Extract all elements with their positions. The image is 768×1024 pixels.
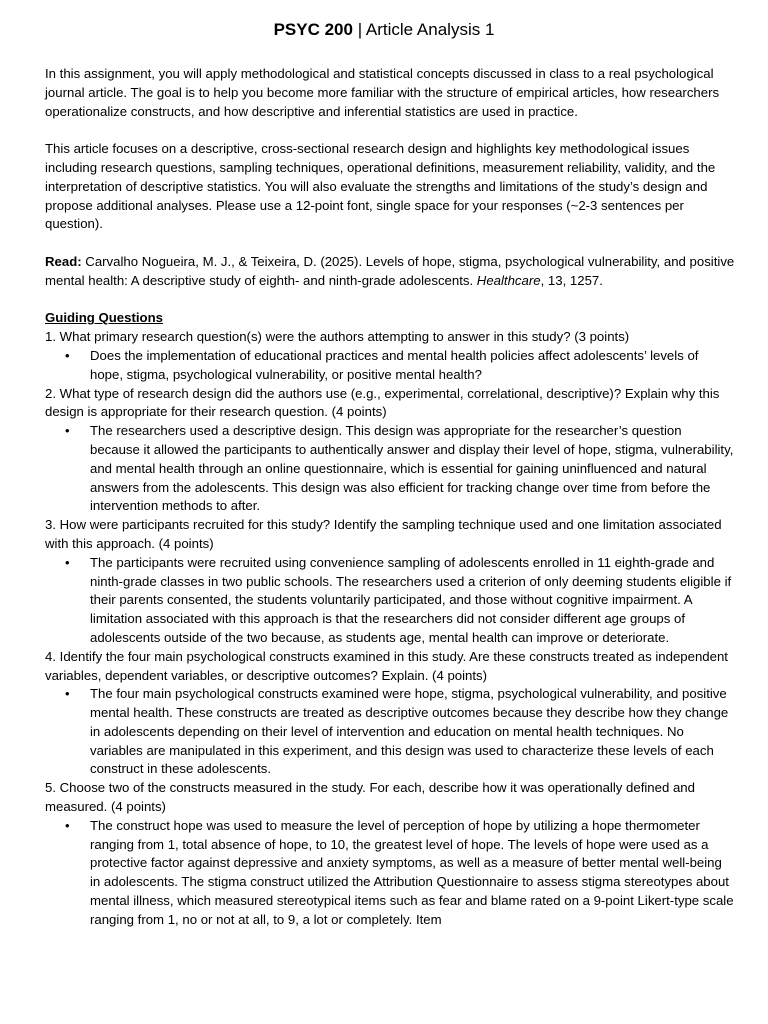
answer-4-text: The four main psychological constructs examined were hope, stigma, psychological vulnerability, and positive mental health. These constructs are treated as descriptive outcomes because they describe how they change in adolescents depending on their level of intervention and education on mental health techniques. No variables are manipulated in this experiment, and this design was used to characterize these levels of each construct in these adolescents.	[90, 686, 729, 777]
bullet-icon: •	[65, 347, 70, 363]
read-label: Read:	[45, 253, 82, 269]
question-3: 3. How were participants recruited for this study? Identify the sampling technique used and one limitation associated with this approach. (4 points)	[45, 517, 722, 551]
bullet-icon: •	[65, 423, 70, 439]
citation-main: Carvalho Nogueira, M. J., & Teixeira, D. (2025). Levels of hope, stigma, psychological vulnerability, and positive mental health: A descriptive study of eighth- and ninth-grade adolescents.	[45, 253, 735, 288]
assignment-title: Article Analysis 1	[365, 20, 495, 39]
question-2: 2. What type of research design did the authors use (e.g., experimental, correlational, descriptive)? Explain why this design is appropriate for their research question. (4 points)	[45, 385, 720, 420]
answer-1-text: Does the implementation of educational practices and mental health policies affect adolescents’ levels of hope, stigma, psychological vulnerability, or positive mental health?	[90, 347, 699, 382]
answer-5-text: The construct hope was used to measure the level of perception of hope by utilizing a hope thermometer ranging from 1, total absence of hope, to 10, the greatest level of hope. The levels of hope were used as a protective factor against depressive and anxiety symptoms, as well as a measure of better mental well-being in adolescents. The stigma construct utilized the Attribution Questionnaire to assess stigma stereotypes about mental illness, which measured stereotypical items such as fear and blame rated on a 9-point Likert-type scale ranging from 1, no or not at all, to 9, a lot or completely. Item	[90, 817, 734, 927]
intro-paragraph-2: This article focuses on a descriptive, cross-sectional research design and highlights key methodological issues including research questions, sampling techniques, operational definitions, measurement reliability, validity, and the interpretation of descriptive statistics. You will also evaluate the strengths and limitations of the study’s design and propose additional analyses. Please use a 12-point font, single space for your responses (~2-3 sentences per question).	[45, 141, 716, 232]
reading-citation	[45, 253, 735, 291]
answer-2-text: The researchers used a descriptive design. This design was appropriate for the researcher’s question because it allowed the participants to authentically answer and display their level of hope, stigma, vulnerability, and mental health through an online questionnaire, which is essential for gaining uninfluenced and natural answers from the adolescents. This design was also efficient for tracking change over time from before the intervention methods to after.	[90, 423, 734, 514]
answer-4	[45, 685, 735, 779]
bullet-icon: •	[65, 686, 70, 702]
answer-3-text: The participants were recruited using convenience sampling of adolescents enrolled in 11 eighth-grade and ninth-grade classes in two public schools. The researchers used a criterion of only deeming students eligible if their parents consented, the students voluntarily participated, and those without cognitive impairment. A limitation associated with this approach is that the researchers did not consider different age groups of adolescents outside of the two because, as students age, mental health can improve or deteriorate.	[90, 554, 732, 645]
citation-end: , 13, 1257.	[540, 272, 603, 288]
page-title	[0, 19, 768, 41]
answer-1	[45, 347, 735, 385]
question-5: 5. Choose two of the constructs measured in the study. For each, describe how it was operationally defined and measured. (4 points)	[45, 780, 695, 815]
answer-2	[45, 422, 735, 516]
citation-journal: Healthcare	[476, 272, 541, 288]
intro-paragraph-1: In this assignment, you will apply methodological and statistical concepts discussed in class to a real psychological journal article. The goal is to help you become more familiar with the structure of empirical articles, how researchers operationalize constructs, and how descriptive and inferential statistics are used in practice.	[45, 66, 720, 119]
question-4: 4. Identify the four main psychological constructs examined in this study. Are these constructs treated as independent variables, dependent variables, or descriptive outcomes? Explain. (4 points)	[45, 648, 728, 683]
bullet-icon: •	[65, 817, 70, 833]
title-separator: |	[352, 20, 366, 39]
guiding-questions-heading: Guiding Questions	[45, 310, 163, 326]
question-1: 1. What primary research question(s) were the authors attempting to answer in this study? (3 points)	[45, 329, 630, 345]
answer-3	[45, 554, 735, 648]
bullet-icon: •	[65, 554, 70, 570]
answer-5	[45, 817, 735, 930]
course-code: PSYC 200	[273, 20, 353, 39]
document-body	[45, 65, 735, 930]
